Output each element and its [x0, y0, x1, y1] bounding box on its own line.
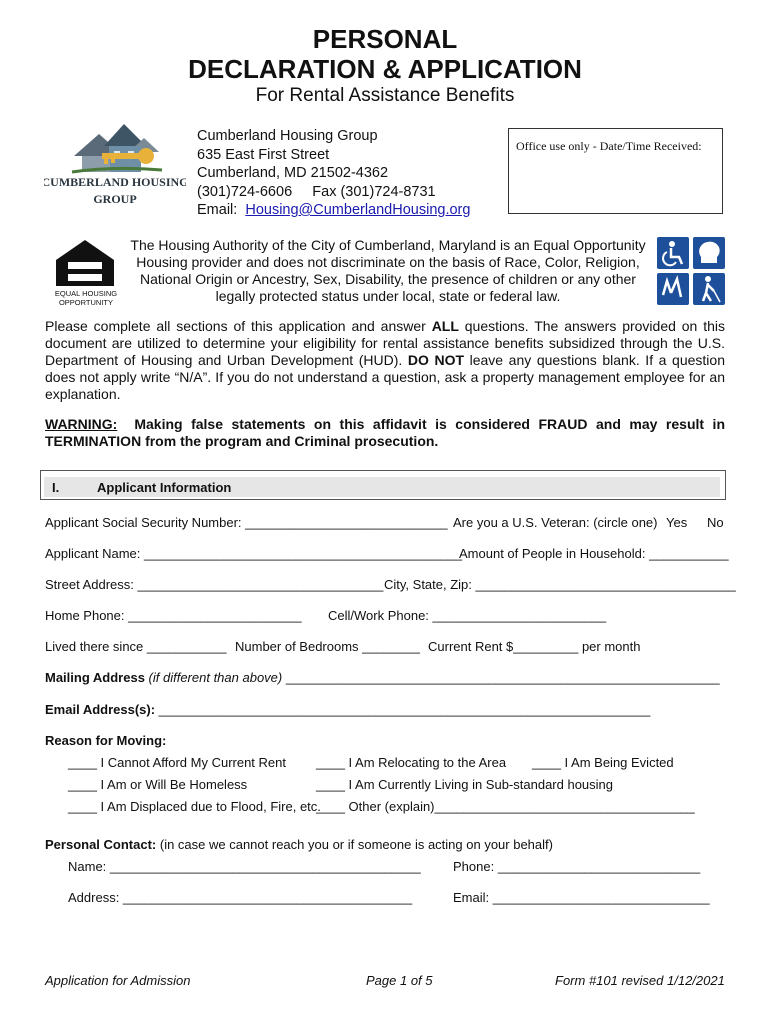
- accessibility-icons: [657, 237, 725, 305]
- eho-line1: EQUAL HOUSING: [54, 289, 118, 298]
- instructions-paragraph: Please complete all sections of this application and answer ALL questions. The answers provided on this document are utilized to determine your eligibility for rental assistance benefits subsidized through the U.S. Department of Housing and Urban Development (HUD). DO NOT leave any questions blank. If a question does not apply write “N/A”. If you do not understand a question, ask a property management employee for an explanation.: [45, 318, 725, 402]
- personal-contact-address-field[interactable]: Address: ________________________________________: [68, 890, 413, 905]
- page-title-line2: DECLARATION & APPLICATION: [188, 54, 582, 84]
- page-subtitle: For Rental Assistance Benefits: [255, 85, 515, 106]
- section-number: I.: [52, 480, 60, 495]
- moving-option-evicted[interactable]: ____ I Am Being Evicted: [532, 755, 674, 770]
- contact-phone-fax: (301)724-6606 Fax (301)724-8731: [197, 183, 436, 200]
- fraud-warning: [45, 416, 729, 450]
- wheelchair-icon: [657, 237, 689, 269]
- footer-left: Application for Admission: [45, 973, 191, 988]
- office-use-box: [508, 128, 723, 214]
- moving-option-homeless[interactable]: ____ I Am or Will Be Homeless: [68, 777, 248, 792]
- logo-text-line2: GROUP: [93, 192, 137, 206]
- house-key-logo-icon: [44, 116, 186, 212]
- footer-page-number: Page 1 of 5: [366, 973, 433, 988]
- page-title-line1: PERSONAL: [312, 24, 458, 54]
- equal-housing-logo: [50, 236, 122, 308]
- contact-city: Cumberland, MD 21502-4362: [197, 165, 389, 181]
- moving-option-displaced[interactable]: ____ I Am Displaced due to Flood, Fire, etc.: [68, 799, 321, 814]
- veteran-yes-option[interactable]: Yes: [666, 515, 688, 530]
- contact-org: Cumberland Housing Group: [197, 128, 378, 144]
- eho-line2: OPPORTUNITY: [58, 298, 114, 307]
- equal-housing-icon: [50, 236, 122, 308]
- warning-label: WARNING:: [45, 416, 118, 432]
- home-phone-field[interactable]: Home Phone: ________________________: [45, 608, 302, 623]
- personal-contact-name-field[interactable]: Name: ___________________________________________: [68, 859, 421, 874]
- footer-form-number: Form #101 revised 1/12/2021: [555, 973, 725, 988]
- moving-option-substandard[interactable]: ____ I Am Currently Living in Sub-standard housing: [316, 777, 614, 792]
- ssn-field[interactable]: Applicant Social Security Number: ____________________________: [45, 515, 448, 530]
- household-count-field[interactable]: Amount of People in Household: ___________: [459, 546, 729, 561]
- veteran-question: Are you a U.S. Veteran: (circle one): [453, 515, 658, 530]
- reason-for-moving-label: Reason for Moving:: [45, 733, 167, 748]
- contact-email-label: Email:: [197, 202, 246, 218]
- office-use-label: Office use only - Date/Time Received:: [516, 139, 702, 153]
- blind-cane-icon: [693, 273, 725, 305]
- personal-contact-heading: Personal Contact: (in case we cannot reach you or if someone is acting on your behalf): [45, 837, 553, 852]
- logo-text-line1: CUMBERLAND HOUSING: [44, 175, 186, 189]
- veteran-no-option[interactable]: No: [707, 515, 724, 530]
- applicant-name-field[interactable]: Applicant Name: ____________________________________________: [45, 546, 463, 561]
- contact-block: [197, 127, 470, 220]
- personal-contact-phone-field[interactable]: Phone: ____________________________: [453, 859, 701, 874]
- section-title: Applicant Information: [97, 480, 232, 495]
- moving-option-other[interactable]: ____ Other (explain)____________________________________: [316, 799, 695, 814]
- sign-language-icon: [657, 273, 689, 305]
- moving-option-relocating[interactable]: ____ I Am Relocating to the Area: [316, 755, 507, 770]
- lived-since-field[interactable]: Lived there since ___________: [45, 639, 227, 654]
- cell-phone-field[interactable]: Cell/Work Phone: ________________________: [328, 608, 607, 623]
- email-address-field[interactable]: Email Address(s): ____________________________________________________________________: [45, 702, 651, 717]
- nondiscrimination-statement: The Housing Authority of the City of Cumberland, Maryland is an Equal Opportunity Housing provider and does not discriminate on the basis of Race, Color, Religion, National Origin or Ancestry, Sex, Disability, the presence of children or any other legally protected status under local, state or federal law.: [130, 237, 646, 304]
- personal-contact-email-field[interactable]: Email: ______________________________: [453, 890, 710, 905]
- city-state-zip-field[interactable]: City, State, Zip: ____________________________________: [384, 577, 736, 592]
- moving-option-cannot-afford[interactable]: ____ I Cannot Afford My Current Rent: [68, 755, 286, 770]
- contact-street: 635 East First Street: [197, 146, 330, 163]
- street-address-field[interactable]: Street Address: __________________________________: [45, 577, 384, 592]
- warning-text: Making false statements on this affidavit is considered FRAUD and may result in TERMINATION from the program and Criminal prosecution.: [45, 416, 729, 449]
- cognitive-head-icon: [693, 237, 725, 269]
- bedrooms-field[interactable]: Number of Bedrooms ________: [235, 639, 421, 654]
- mailing-address-field[interactable]: Mailing Address (if different than above) ____________________________________________________________: [45, 670, 720, 685]
- cumberland-logo: [44, 116, 186, 212]
- current-rent-field[interactable]: Current Rent $_________ per month: [428, 639, 641, 654]
- contact-email-link[interactable]: Housing@CumberlandHousing.org: [245, 202, 471, 218]
